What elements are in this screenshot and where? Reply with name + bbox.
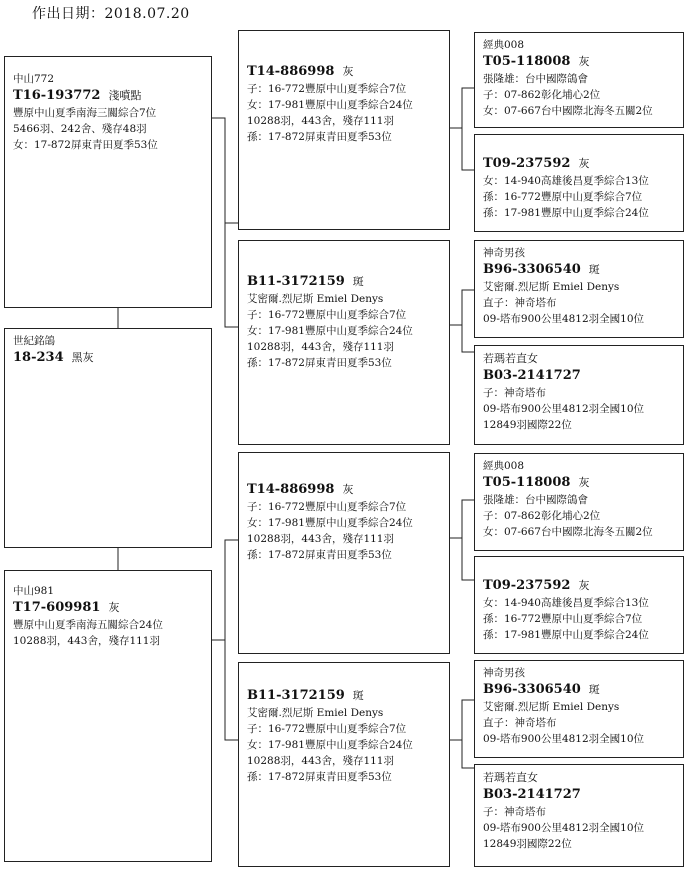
info-line: 12849羽國際22位 bbox=[483, 838, 572, 850]
ring-number bbox=[247, 687, 449, 705]
feather-color: 灰 bbox=[342, 65, 354, 78]
ring-number bbox=[13, 87, 211, 105]
pigeon-name: 若瑪若直女 bbox=[483, 771, 538, 784]
connector-dam-dam bbox=[225, 640, 238, 740]
connector-sire-dam bbox=[225, 223, 238, 327]
connector-dam-sire bbox=[212, 540, 238, 640]
info-line: 直子：神奇塔布 bbox=[483, 717, 557, 729]
info-line: 子：16-772豐原中山夏季綜合7位 bbox=[247, 723, 407, 735]
ring-number bbox=[13, 349, 211, 367]
pedigree-box-g3-3 bbox=[474, 240, 684, 338]
info-line: 張隆雄：台中國際鴿會 bbox=[483, 494, 588, 506]
pedigree-box-g3-4 bbox=[474, 345, 684, 445]
pedigree-box-subject bbox=[4, 328, 212, 548]
info-line: 孫：16-772豐原中山夏季綜合7位 bbox=[483, 613, 643, 625]
info-line: 神奇男孩 bbox=[483, 667, 525, 679]
ring-id: T16-193772 bbox=[13, 88, 101, 103]
info-line: 艾密爾.烈尼斯 Emiel Denys bbox=[247, 293, 384, 305]
pedigree-box-g3-5 bbox=[474, 453, 684, 551]
info-line: 子：16-772豐原中山夏季綜合7位 bbox=[247, 501, 407, 513]
ring-number bbox=[483, 681, 683, 699]
info-line: 10288羽，443舍，殘存111羽 bbox=[13, 635, 160, 647]
info-line: 女：17-981豐原中山夏季綜合24位 bbox=[247, 739, 413, 751]
info-line: 女：14-940高雄後昌夏季綜合13位 bbox=[483, 597, 649, 609]
info-line: 艾密爾.烈尼斯 Emiel Denys bbox=[483, 701, 620, 713]
ring-number bbox=[483, 786, 683, 804]
ring-number bbox=[483, 474, 683, 492]
info-line: 孫：17-872屏東青田夏季53位 bbox=[247, 771, 392, 783]
ring-number bbox=[483, 577, 683, 595]
info-line: 張隆雄：台中國際鴿會 bbox=[483, 73, 588, 85]
ring-number bbox=[247, 63, 449, 81]
info-line: 孫：17-872屏東青田夏季53位 bbox=[247, 549, 392, 561]
info-line: 女：17-981豐原中山夏季綜合24位 bbox=[247, 325, 413, 337]
info-line: 世紀銘鴿 bbox=[13, 335, 55, 347]
info-line: 子：07-862彰化埔心2位 bbox=[483, 510, 601, 522]
info-line: 孫：16-772豐原中山夏季綜合7位 bbox=[483, 191, 643, 203]
feather-color: 灰 bbox=[578, 579, 590, 592]
ring-id: B03-2141727 bbox=[483, 787, 581, 802]
info-line: 中山981 bbox=[13, 585, 55, 597]
connector-sire-sire bbox=[212, 118, 238, 223]
pedigree-box-dam-sire bbox=[238, 452, 450, 654]
info-line: 直子：神奇塔布 bbox=[483, 297, 557, 309]
ring-id: T09-237592 bbox=[483, 156, 571, 171]
info-line: 豐原中山夏季南海三關綜合7位 bbox=[13, 107, 157, 119]
info-line: 神奇男孩 bbox=[483, 247, 525, 259]
pigeon-name: 若瑪若直女 bbox=[483, 352, 538, 365]
ring-number bbox=[483, 261, 683, 279]
ring-id: T14-886998 bbox=[247, 482, 335, 497]
info-line: 經典008 bbox=[483, 39, 525, 51]
pedigree-box-g3-7 bbox=[474, 660, 684, 758]
ring-id: B96-3306540 bbox=[483, 682, 581, 697]
creation-date: 作出日期：2018.07.20 bbox=[32, 6, 190, 22]
feather-color: 灰 bbox=[108, 601, 120, 614]
feather-color: 黑灰 bbox=[71, 351, 94, 364]
pedigree-box-g3-2 bbox=[474, 134, 684, 232]
feather-color: 斑 bbox=[588, 263, 600, 276]
ring-id: T05-118008 bbox=[483, 54, 571, 69]
pedigree-box-sire-sire bbox=[238, 30, 450, 230]
pedigree-box-g3-1 bbox=[474, 32, 684, 128]
ring-number bbox=[13, 599, 211, 617]
feather-color: 斑 bbox=[588, 683, 600, 696]
info-line: 10288羽，443舍，殘存111羽 bbox=[247, 115, 394, 127]
info-line: 子：16-772豐原中山夏季綜合7位 bbox=[247, 309, 407, 321]
ring-id: T14-886998 bbox=[247, 64, 335, 79]
ring-number bbox=[247, 481, 449, 499]
pedigree-box-g3-6 bbox=[474, 556, 684, 654]
info-line: 孫：17-981豐原中山夏季綜合24位 bbox=[483, 629, 649, 641]
ring-id: B96-3306540 bbox=[483, 262, 581, 277]
info-line: 10288羽，443舍，殘存111羽 bbox=[247, 755, 394, 767]
info-line: 09-塔布900公里4812羽全國10位 bbox=[483, 822, 645, 834]
info-line: 艾密爾.烈尼斯 Emiel Denys bbox=[483, 281, 620, 293]
info-line: 12849羽國際22位 bbox=[483, 419, 572, 431]
ring-number bbox=[483, 53, 683, 71]
feather-color: 灰 bbox=[342, 483, 354, 496]
ring-id: B03-2141727 bbox=[483, 368, 581, 383]
feather-color: 斑 bbox=[352, 275, 364, 288]
connector-b6 bbox=[450, 700, 474, 768]
ring-id: 18-234 bbox=[13, 350, 64, 365]
info-line: 5466羽、242舍、殘存48羽 bbox=[13, 123, 147, 135]
info-line: 經典008 bbox=[483, 460, 525, 472]
info-line: 孫：17-981豐原中山夏季綜合24位 bbox=[483, 207, 649, 219]
ring-number bbox=[483, 367, 683, 385]
info-line: 女：14-940高雄後昌夏季綜合13位 bbox=[483, 175, 649, 187]
ring-id: T05-118008 bbox=[483, 475, 571, 490]
pedigree-box-sire bbox=[4, 56, 212, 308]
info-line: 10288羽，443舍，殘存111羽 bbox=[247, 341, 394, 353]
info-line: 女：17-981豐原中山夏季綜合24位 bbox=[247, 99, 413, 111]
info-line: 09-塔布900公里4812羽全國10位 bbox=[483, 313, 645, 325]
info-line: 艾密爾.烈尼斯 Emiel Denys bbox=[247, 707, 384, 719]
connector-b4 bbox=[450, 290, 474, 352]
ring-number bbox=[247, 273, 449, 291]
info-line: 子：16-772豐原中山夏季綜合7位 bbox=[247, 83, 407, 95]
info-line: 09-塔布900公里4812羽全國10位 bbox=[483, 733, 645, 745]
info-line: 子：神奇塔布 bbox=[483, 806, 546, 818]
info-line: 中山772 bbox=[13, 73, 55, 85]
info-line: 女：17-981豐原中山夏季綜合24位 bbox=[247, 517, 413, 529]
feather-color: 灰 bbox=[578, 55, 590, 68]
info-line: 子：07-862彰化埔心2位 bbox=[483, 89, 601, 101]
ring-id: B11-3172159 bbox=[247, 688, 345, 703]
pedigree-box-dam bbox=[4, 570, 212, 862]
info-line: 豐原中山夏季南海五關綜合24位 bbox=[13, 619, 163, 631]
ring-id: T09-237592 bbox=[483, 578, 571, 593]
info-line: 女：07-667台中國際北海冬五關2位 bbox=[483, 105, 653, 117]
info-line: 女：07-667台中國際北海冬五關2位 bbox=[483, 526, 653, 538]
info-line: 09-塔布900公里4812羽全國10位 bbox=[483, 403, 645, 415]
pedigree-box-g3-8 bbox=[474, 764, 684, 867]
info-line: 子：神奇塔布 bbox=[483, 387, 546, 399]
connector-b5 bbox=[450, 500, 474, 580]
info-line: 孫：17-872屏東青田夏季53位 bbox=[247, 357, 392, 369]
pedigree-box-dam-dam bbox=[238, 662, 450, 867]
info-line: 10288羽，443舍，殘存111羽 bbox=[247, 533, 394, 545]
feather-color: 斑 bbox=[352, 689, 364, 702]
ring-number bbox=[483, 155, 683, 173]
connector-b3 bbox=[450, 88, 474, 170]
ring-id: B11-3172159 bbox=[247, 274, 345, 289]
ring-id: T17-609981 bbox=[13, 600, 101, 615]
feather-color: 淺噴點 bbox=[108, 89, 142, 102]
feather-color: 灰 bbox=[578, 476, 590, 489]
info-line: 女：17-872屏東青田夏季53位 bbox=[13, 139, 158, 151]
info-line: 孫：17-872屏東青田夏季53位 bbox=[247, 131, 392, 143]
pedigree-box-sire-dam bbox=[238, 240, 450, 445]
feather-color: 灰 bbox=[578, 157, 590, 170]
